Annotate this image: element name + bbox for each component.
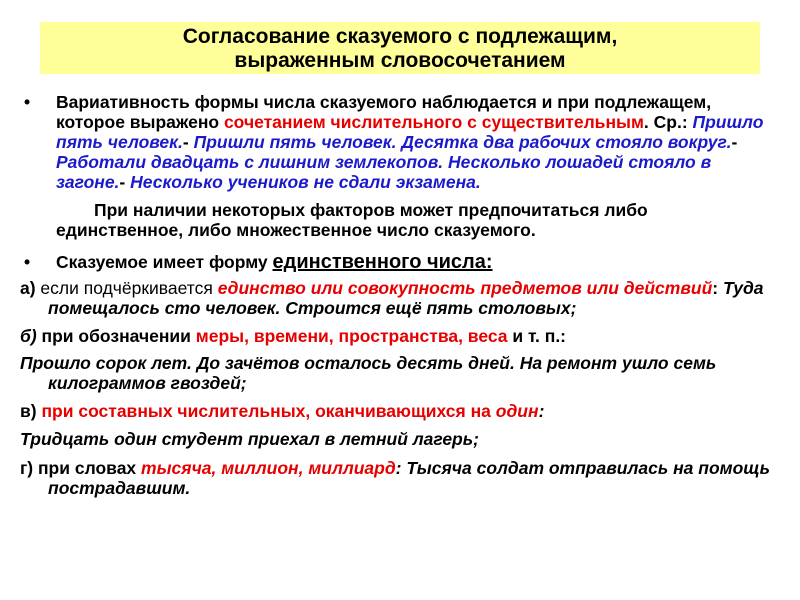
text-span: при обозначении bbox=[36, 326, 196, 346]
highlight-red: один bbox=[495, 401, 539, 421]
item-c bbox=[20, 401, 772, 421]
example-blue: Работали двадцать с лишним землекопов. bbox=[56, 152, 444, 172]
bullet-paragraph-3 bbox=[20, 252, 772, 272]
text-span: если подчёркивается bbox=[35, 278, 218, 298]
highlight-red: тысяча, миллион, миллиард bbox=[141, 458, 396, 478]
example-italic: Туда помещалось сто человек. Строится ещё пять столовых; bbox=[48, 278, 764, 318]
underlined-term: единственного числа: bbox=[272, 251, 493, 273]
text-span: - bbox=[119, 172, 131, 192]
text-span: Сказуемое имеет форму bbox=[56, 252, 273, 272]
text-span: : bbox=[538, 401, 545, 421]
paragraph-2 bbox=[20, 200, 772, 240]
bullet-paragraph-1 bbox=[20, 92, 772, 192]
example-blue: Десятка два рабочих стояло вокруг. bbox=[401, 132, 732, 152]
example-blue: Несколько учеников не сдали экзамена. bbox=[130, 172, 481, 192]
item-b-example bbox=[20, 353, 772, 393]
example-italic: : Тысяча солдат отправилась на помощь пострадавшим. bbox=[48, 458, 771, 498]
example-blue: Несколько лошадей стояло в загоне. bbox=[56, 152, 712, 192]
slide-title bbox=[40, 22, 760, 74]
text-span: : bbox=[712, 278, 723, 298]
highlight-red: при составных числительных, оканчивающихся на bbox=[41, 401, 496, 421]
example-italic: Прошло сорок лет. До зачётов осталось десять дней. На ремонт ушло семь килограммов гвоздей; bbox=[20, 353, 717, 393]
title-line-1: Согласование сказуемого с подлежащим, bbox=[182, 25, 618, 48]
text-span: Вариативность формы числа сказуемого наблюдается и при подлежащем, которое выражено bbox=[56, 92, 712, 132]
item-c-example bbox=[20, 429, 772, 449]
item-b bbox=[20, 326, 772, 346]
slide-body bbox=[20, 92, 772, 498]
highlight-red: единство или совокупность предметов или действий bbox=[217, 278, 713, 298]
text-span: - bbox=[731, 132, 738, 152]
text-span: а) bbox=[20, 278, 36, 298]
text-span: - bbox=[182, 132, 194, 152]
text-span: При наличии некоторых факторов может предпочитаться либо единственное, либо множественное число сказуемого. bbox=[56, 200, 648, 240]
item-a bbox=[20, 278, 772, 318]
text-span: б) bbox=[20, 326, 37, 346]
text-span: в) bbox=[20, 401, 42, 421]
example-blue: Пришли пять человек. bbox=[193, 132, 397, 152]
example-blue: Пришло пять человек. bbox=[56, 112, 764, 152]
text-span: и т. п.: bbox=[507, 326, 567, 346]
example-italic: Тридцать один студент приехал в летний лагерь; bbox=[20, 429, 479, 449]
text-span: г) при словах bbox=[20, 458, 142, 478]
highlight-red: сочетанием числительного с существительным bbox=[223, 112, 644, 132]
item-d bbox=[20, 458, 772, 498]
text-span: . Ср.: bbox=[643, 112, 693, 132]
highlight-red: меры, времени, пространства, веса bbox=[195, 326, 508, 346]
title-line-2: выраженным словосочетанием bbox=[234, 49, 566, 72]
